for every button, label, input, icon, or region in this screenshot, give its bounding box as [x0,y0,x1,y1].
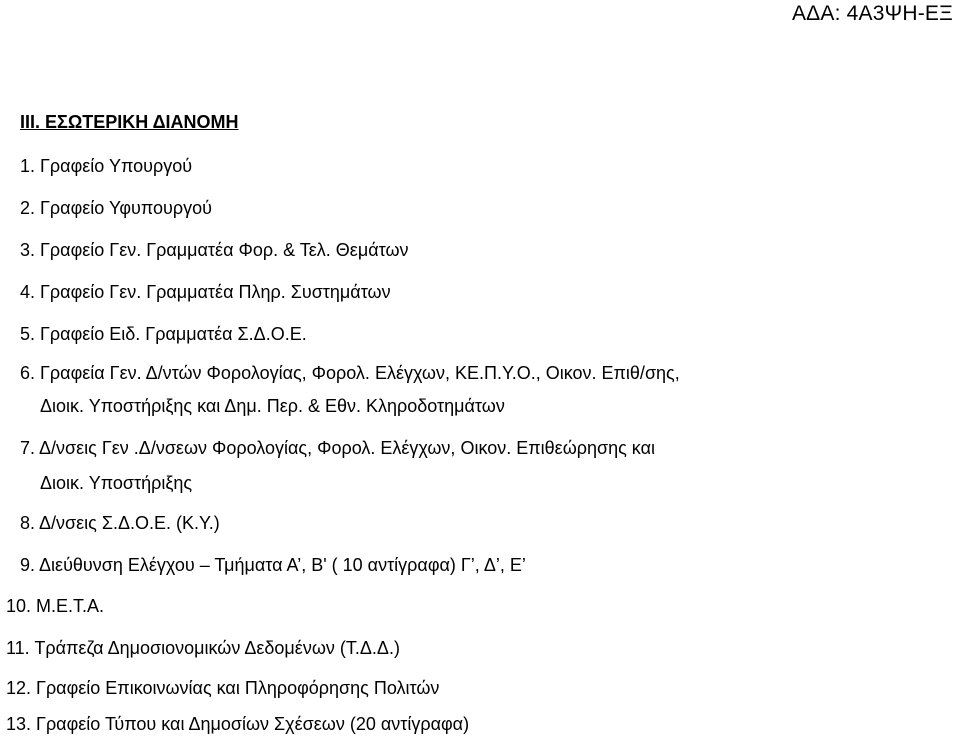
list-item: 1. Γραφείο Υπουργού [20,156,193,176]
list-item: 7. Δ/νσεις Γεν .Δ/νσεων Φορολογίας, Φορολ. Ελέγχων, Οικον. Επιθεώρησης και [20,438,655,458]
list-item: 4. Γραφείο Γεν. Γραμματέα Πληρ. Συστημάτων [20,282,391,302]
list-item-continuation: Διοικ. Υποστήριξης και Δημ. Περ. & Εθν. Κληροδοτημάτων [40,396,505,416]
section-title: ΙΙΙ. ΕΣΩΤΕΡΙΚΗ ΔΙΑΝΟΜΗ [20,112,239,132]
list-item: 8. Δ/νσεις Σ.Δ.Ο.Ε. (Κ.Υ.) [20,513,220,533]
list-item: 9. Διεύθυνση Ελέγχου – Τμήματα Α’, Β' ( 10 αντίγραφα) Γ’, Δ’, Ε’ [20,555,526,575]
list-item: 10. Μ.Ε.Τ.Α. [6,596,105,616]
list-item: 3. Γραφείο Γεν. Γραμματέα Φορ. & Τελ. Θεμάτων [20,240,409,260]
list-item: 2. Γραφείο Υφυπουργού [20,198,212,218]
list-item: 11. Τράπεζα Δημοσιονομικών Δεδομένων (Τ.Δ.Δ.) [6,638,400,658]
list-item-continuation: Διοικ. Υποστήριξης [40,473,193,493]
list-item: 12. Γραφείο Επικοινωνίας και Πληροφόρησης Πολιτών [6,678,440,698]
ada-code: ΑΔΑ: 4Α3ΨΗ-ΕΞ [791,2,953,25]
list-item: 5. Γραφείο Ειδ. Γραμματέα Σ.Δ.Ο.Ε. [20,324,307,344]
list-item: 6. Γραφεία Γεν. Δ/ντών Φορολογίας, Φορολ. Ελέγχων, ΚΕ.Π.Υ.Ο., Οικον. Επιθ/σης, [20,363,680,383]
list-item: 13. Γραφείο Τύπου και Δημοσίων Σχέσεων (20 αντίγραφα) [6,714,470,734]
